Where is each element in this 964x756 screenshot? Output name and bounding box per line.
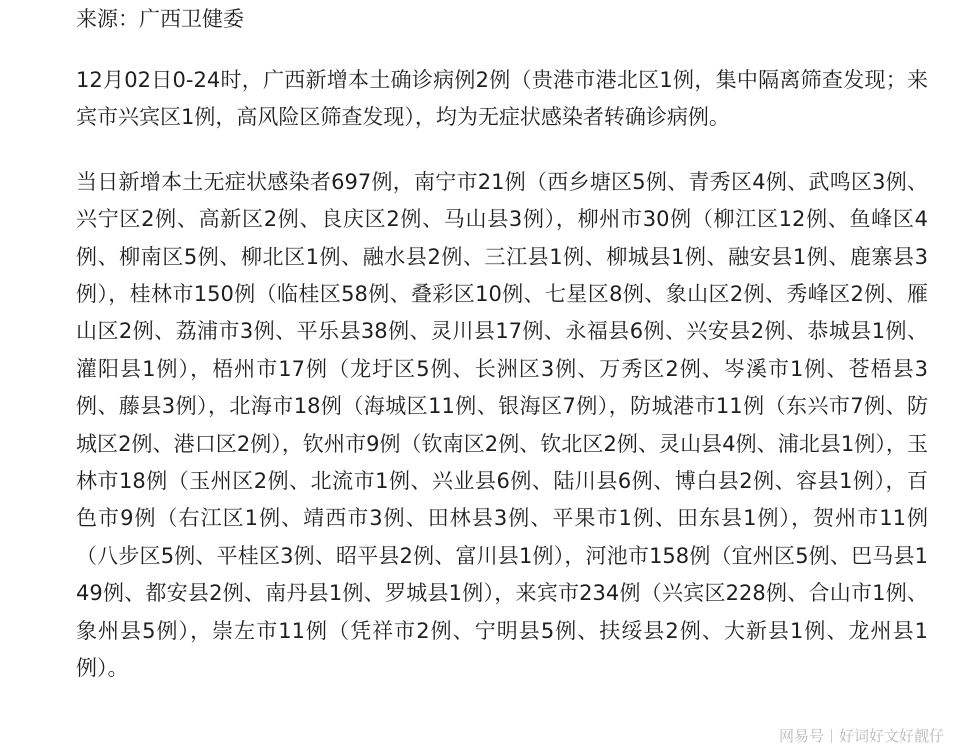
article-body <box>76 0 928 715</box>
paragraph-confirmed-cases: 12月02日0-24时，广西新增本土确诊病例2例（贵港市港北区1例，集中隔离筛查发现；来宾市兴宾区1例，高风险区筛查发现），均为无症状感染者转确诊病例。 <box>76 68 928 130</box>
watermark-divider <box>831 729 832 743</box>
article-source: 来源：广西卫健委 <box>76 7 244 31</box>
paragraph-asymptomatic-cases: 当日新增本土无症状感染者697例，南宁市21例（西乡塘区5例、青秀区4例、武鸣区3例、兴宁区2例、高新区2例、良庆区2例、马山县3例），柳州市30例（柳江区12例、鱼峰区4例、柳南区5例、柳北区1例、融水县2例、三江县1例、柳城县1例、融安县1例、鹿寨县3例），桂林市150例（临桂区58例、叠彩区10例、七星区8例、象山区2例、秀峰区2例、雁山区2例、荔浦市3例、平乐县38例、灵川县17例、永福县6例、兴安县2例、恭城县1例、灌阳县1例），梧州市17例（龙圩区5例、长洲区3例、万秀区2例、岑溪市1例、苍梧县3例、藤县3例），北海市18例（海城区11例、银海区7例），防城港市11例（东兴市7例、防城区2例、港口区2例），钦州市9例（钦南区2例、钦北区2例、灵山县4例、浦北县1例），玉林市18例（玉州区2例、北流市1例、兴业县6例、陆川县6例、博白县2例、容县1例），百色市9例（右江区1例、靖西市3例、田林县3例、平果市1例、田东县1例），贺州市11例（八步区5例、平桂区3例、昭平县2例、富川县1例），河池市158例（宜州区5例、巴马县149例、都安县2例、南丹县1例、罗城县1例），来宾市234例（兴宾区228例、合山市1例、象州县5例），崇左市11例（凭祥市2例、宁明县5例、扶绥县2例、大新县1例、龙州县1例）。 <box>76 169 928 681</box>
watermark <box>779 725 944 746</box>
watermark-author: 好词好文好靓仔 <box>838 727 944 745</box>
watermark-site: 网易号 <box>778 727 824 745</box>
